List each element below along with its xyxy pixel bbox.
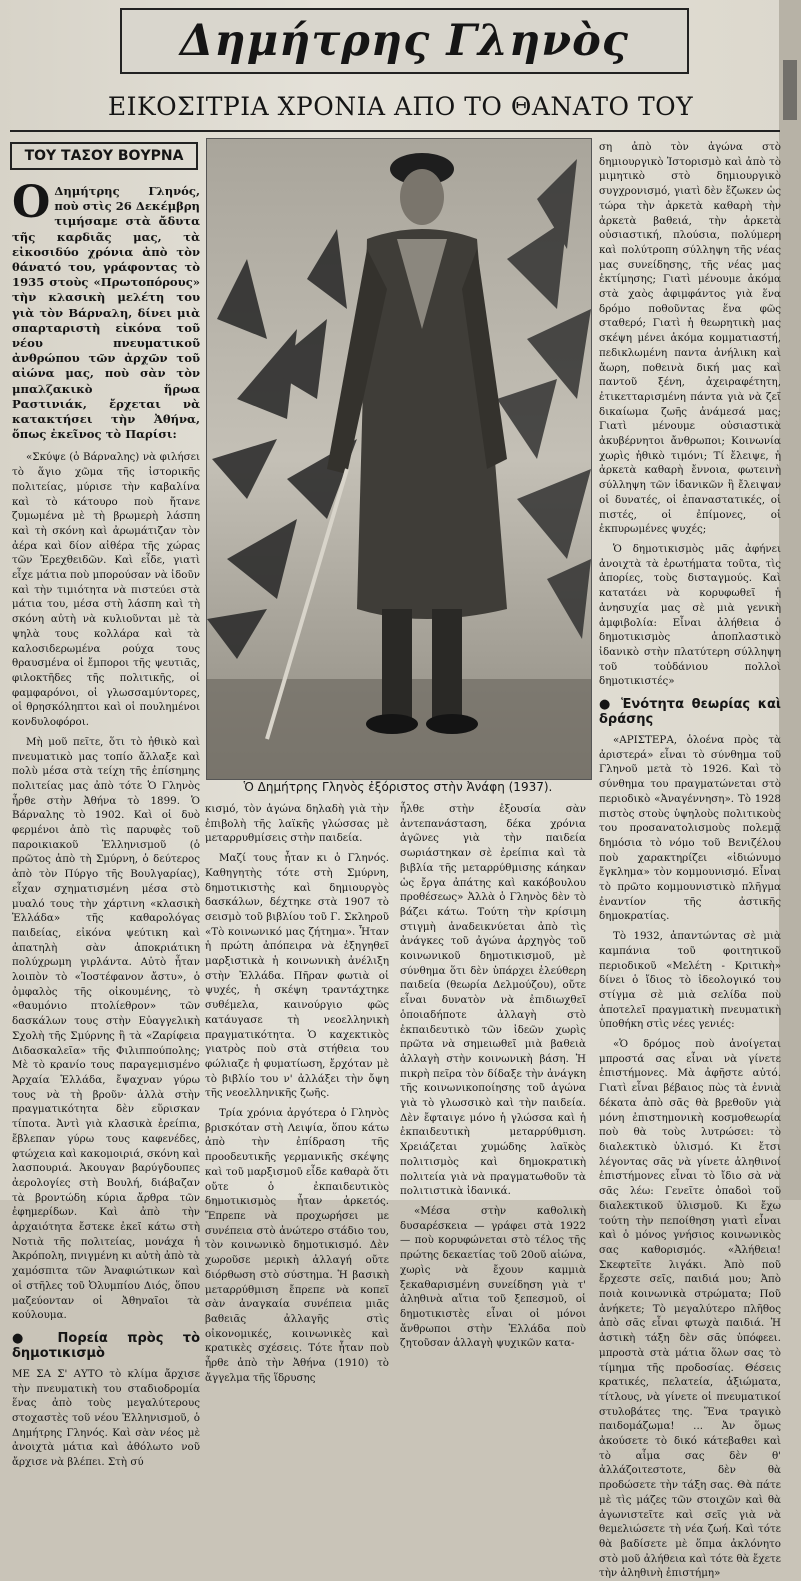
text-column-4 bbox=[599, 140, 781, 1580]
text-column-3 bbox=[400, 802, 586, 1350]
section-subheading: ● Πορεία πρὸς τὸ δημοτικισμὸ bbox=[12, 1330, 201, 1361]
body-paragraph: Ὁ δημοτικισμὸς μᾶς ἀφήνει ἀνοιχτὰ τὰ ἐρωτήματα τοῦτα, τὶς ἀπορίες, τοὺς δισταγμούς. Καὶ κατατάει νὰ κορυφωθεῖ ἡ ἀνησυχία μας σὲ μιὰ γενικὴ ἀμφιβολία: Εἶναι ἀλήθεια ὁ δημοτικισμὸς ἀποπλαστικὸ ἰδανικὸ στὴν πλατύτερη σύλληψη τοῦ τοὐδάνιου πολλοὶ δημοτικιστές» bbox=[599, 542, 781, 688]
quote-paragraph: «Ὁ δρόμος ποὺ ἀνοίγεται μπροστά σας εἶναι νὰ γίνετε ἐπιστήμονες. Μὰ ἀφῆστε αὐτό. Γιατὶ εἶναι βέβαιος πὼς τὰ ἐννιὰ δέκατα ἀπὸ σᾶς θὰ βρεθοῦν γιὰ μόνη ἐπιστημονικὴ κοσμοθεωρία ποὺ θὰ τοὺς λυτρώσει: τὸ διαλεκτικὸ ὑλισμό. Κι ἔτσι λέγοντας σᾶς νὰ γίνετε ἀληθινοί ἐπιστήμονες εἶναι τὸ ἴδιο σὰ νὰ σᾶς λέω: Γενεῖτε ὀπαδοὶ τοῦ διαλεκτικοῦ ὑλισμοῦ. Κι ἔχω τούτη τὴν πεποίθηση γιατὶ εἶναι καὶ ὁ μόνος γνήσιος κοινωνικὸς σας καθορισμός. «Ἀλήθεια! Σκεφτεῖτε λιγάκι. Ἀπὸ ποῦ ἔρχεστε σεῖς, παιδιά μου; Ἀπὸ ποιὰ κοινωνικὰ στρώματα; Ποῦ ἀνήκετε; Τὸ μεγαλύτερο πλῆθος ἀπὸ σᾶς εἶναι φτωχὰ παιδιά. Ἡ ἀστικὴ τάξη δὲν σᾶς ὑπόφεει. μπροστὰ στὰ μάτια ὅλων σας τὸ τίμημα τῆς προδοσίας. Θέσεις κρατικές, πελατεία, ἀξιώματα, τίτλους, νὰ γίνετε οἱ πνευματικοί στυλοβάτες της. Ἕνα τραγικὸ παιδομάζωμα! ... Ἀν ὅμως ἀκούσετε τὸ δικό κάτεβαθει καὶ τὸ αἷμα σας δὲν θ' ἀλλάζοιτεστοτε, δὲν θὰ προδώσετε τὴν τάξη σας. Θὰ πάτε μὲ τὶς μάζες τῶν στοιχῶν καὶ θὰ ἀγωνιστεῖτε καὶ σεῖς γιὰ νὰ θεμελιώσετε τὴ νέα ζωή. Καὶ τότε θὰ βαδίσετε μὲ ὅπμα ἀκλόνητο στὸ μοῦ ἀλήθεια καὶ τότε θὰ ἔχετε τὴν ἀληθινὴ ἐπιστήμη» bbox=[599, 1038, 781, 1580]
article-title: Δημήτρης Γληνὸς bbox=[180, 16, 629, 66]
photo-caption: Ὁ Δημήτρης Γληνὸς ἐξόριστος στὴν Ἀνάφη (1937). bbox=[243, 780, 553, 794]
lead-paragraph bbox=[12, 177, 200, 442]
body-paragraph: «ΑΡΙΣΤΕΡΑ, ὁλοένα πρὸς τὰ ἀριστερά» εἶναι τὸ σύνθημα τοῦ Γληνοῦ μετὰ τὸ 1926. Καὶ τὸ σύνθημα του πραγματώνεται στὸ περιοδικὸ «Ἀναγέννηση». Τὸ 1928 πιστὸς στοὺς ὑψηλοὺς πολιτικοὺς του προσανατολισμοὺς πολεμᾷ δημόσια τὸ νόμο τοῦ Βενιζέλου ποὺ χαρακτηρίζει «ἰδιώνυμο ἔγκλημα» τὸν κομμουνισμό. Εἶναι τὸ πρῶτο κομμουνιστικὸ πλῆγμα ἐναντίον τῆς ἀστικῆς δημοκρατίας. bbox=[599, 734, 781, 923]
drop-cap: Ο bbox=[12, 177, 51, 228]
byline-box bbox=[10, 142, 198, 170]
subheading-text: Ἑνότητα θεωρίας καὶ δράσης bbox=[599, 697, 781, 728]
quote-paragraph: «Σκύψε (ὁ Βάρναλης) νὰ φιλήσει τὸ ἅγιο χῶμα τῆς ἱστορικῆς πολιτείας, μύρισε τὴν καβαλίνα καὶ τὸ κάτουρο ποὺ ἤτανε ζυμωμένα μὲ τὴ βρωμερὴ λάσπη καὶ τὴ σκόνη καὶ ἀρωμάτιζαν τὸν ἀέρα καὶ δίον αἰθέρα τῆς χώρας τῶν Ἐρεχθειδῶν. Καὶ εἶδε, γιατὶ εἶχε μάτια ποὺ μπορούσαν νὰ ἰδοῦν καὶ τὴν τιμιότητα νὰ πιστεύει στὰ μάτια του, μέσα στὴ λάσπη καὶ τὴ σκόνη αὐτὴ νὰ κυλιοῦνται μὲ τὰ ψηλὰ τους κολλάρα καὶ τὰ καλοσιδερωμένα ρούχα τους θραυσμένα οἱ ἔμποροι τῆς ψευτιᾶς, φιλοκτῆδες τῆς πολιτικῆς, οἱ φαμφαρόνοι, οἱ γλωσσαμύντορες, οἱ θρησκόληπτοι καὶ οἱ πουλημένοι κονδυλοφόροι. bbox=[12, 451, 200, 729]
body-paragraph: ση ἀπὸ τὸν ἀγώνα στὸ δημιουργικὸ Ἱστορισμὸ καὶ ἀπὸ τὸ μιμητικὸ στὸ δημιουργικὸ συγχρονισμό, γιατὶ δὲν ἔζωκεν ὡς τώρα τὴν ἀρκετὰ καθαρὴ τὴν ἀρκετὰ βαθειά, τὴν ἀρκετὰ οὐσιαστική, πλούσια, πολύμερη καὶ πολύτροπη σύλληψη τῆς νέας μας συνείδησης, τῆς νέας μας ἐκτίμησης; Γιατὶ μένουμε ἀκόμα στὰ χαὸς ἀφιμφάντος γιὰ ἕνα δρόμο ποθοῦντας ἕνα φῶς σταθερό; Γιατὶ ἡ θεωρητικὴ μας σκέψη μένει ἀκόμα κομματιαστή, πεδικλωμένη παντα ἀνήλικη καὶ ἄωρη, ποθεινὰ δική μας καὶ παντοῦ ξένη, ἀχειραφέτητη, ἐτικετταρισμένη πάντα γιὰ νὰ ζεῖ δικαίωμα ζωῆς ἀνάμεσά μας; Γιατὶ μένουμε οὐσιαστικὰ ἀκυβέρνητοι ἄνθρωποι; Κοινωνία χωρὶς ἠθικὸ τιμόνι; Τί ἔλειψε, ἡ ἀρκετὰ καθαρὴ ἔννοια, φωτεινὴ σύλληψη τῶν ἰδανικῶν ἢ ἔλειψαν οἱ δυνατές, οἱ ἐπαναστατικές, οἱ πιστές, οἱ ἐπίμονες, οἱ ἐκπυρωμένες ψυχές; bbox=[599, 141, 781, 536]
body-paragraph: Μαζί τους ἦταν κι ὁ Γληνός. Καθηγητὴς τότε στὴ Σμύρνη, δημοτικιστὴς καὶ δημιουργὸς δασκάλων, δέχτηκε στὰ 1907 τὸ σεισμὸ τοῦ βιβλίου τοῦ Γ. Σκληροῦ «Τὸ κοινωνικό μας ζήτημα». Ἦταν ἡ πρώτη ἀπόπειρα νὰ ἐξηγηθεῖ μαρξιστικὰ ἡ κοινωνικὴ ἀνέλιξη στὴν Ἑλλάδα. Πῆραν φωτιὰ οἱ ψυχές, ἡ σκέψη τραντάχτηκε συθέμελα, καινούργιο φῶς κατάυγασε τὴ νεοελληνικὴ πραγματικότητα. Ὁ καχεκτικὸς γιατρὸς ποὺ στὰ στήθεια του φώλιαζε ἡ φυματίωση, ἔρχόταν μὲ τὸ βιβλίο του ν' ἀλλάξει τὴν ὄψη τῆς νεοελληνικῆς ζωῆς. bbox=[205, 852, 389, 1100]
body-paragraph: Μὴ μοῦ πεῖτε, ὅτι τὸ ἠθικὸ καὶ πνευματικὸ μας τοπίο ἄλλαξε καὶ πολὺ μέσα στὰ τείχη τῆς ἐπίσημης πολιτείας μας ἀπὸ τότε Ὁ Γληνὸς ἦρθε στὴν Ἀθήνα τὸ 1899. Ὁ Βάρναλης τὸ 1902. Καὶ οἱ δυὸ φερμένοι ἀπὸ τὶς παρυφὲς τοῦ παροικιακοῦ Ἑλληνισμοῦ (ὁ πρῶτος ἀπὸ τὴ Σμύρνη, ὁ δεύτερος ἀπὸ τὸν Πύργο τῆς Βουλγαρίας), εἶχαν σχηματισμένη μέσα στὸ μυαλό τους τὴν χάρτινη «κλασικὴ Ἑλλάδα» τῆς καθαρολόγας παιδείας, εἰκόνα ψεύτικη καὶ ἀπατηλὴ σὰν ἀποκριάτικη πολύχρωμη γιρλάντα. Αὐτὸ ἦταν λοιπὸν τὸ «Ἰοστέφανον ἄστυ», ὁ ὀμφαλὸς τῆς οἰκουμένης, τὸ «θαυμόνιο πτολίεθρον» τῶν δασκάλων τους στὴν Εὐαγγελικὴ Σχολὴ τῆς Σμύρνης ἢ τὰ «Ζαρίφεια Διδασκαλεῖα» τῆς Φιλιππούπολης; Μὲ τὸ κρανίο τους παραγεμισμένο Ἀρχαία Ἑλλάδα, ἔψαχναν γύρω τους νὰ τὴ βροῦν· ἀλλὰ στὴν πραγματικότητα δὲν εὕρισκαν τίποτα. Ἀντὶ γιὰ κλασικὰ ἐρείπια, ἔβλεπαν γύρω τους καφενέδες, φτώχεια καὶ κακομοιριά, σκόνη καὶ λασπουριά. Ἀκουγαν βαρύγδουπες ἀερολογίες στὴ Βουλή, διάβαζαν τὰ βροντώδη κύρια ἄρθρα τῶν ἐφημερίδων. Καὶ ἀπὸ τὴν ἀρχαιότητα ἔστεκε ἐκεῖ κάτω στὴ Νοτιὰ τῆς πολιτείας, μονάχα ἡ Ἀκρόπολη, πνιγμένη κι αὐτὴ ἀπὸ τὰ χαμόσπιτα τῶν Ἀναφιώτικων καὶ οἱ στῆλες τοῦ Ὀλυμπίου Διός, ὅπου μαζεύονταν οἱ Ἀθηναῖοι τὰ κούλουμα. bbox=[12, 735, 200, 1322]
quote-paragraph: «Μέσα στὴν καθολικὴ δυσαρέσκεια — γράφει στὰ 1922 — ποὺ κορυφώνεται στὸ τέλος τῆς πρώτης δεκαετίας τοῦ 20οῦ αἰώνα, χωρὶς νὰ ἔχουν καμμιὰ ξεκαθαρισμένη συνείδηση γιὰ τ' ἀληθινὰ αἴτια τοῦ ξεπεσμοῦ, οἱ δημοτικιστὲς εἶναι οἱ μόνοι ἄνθρωποι στὴν Ἑλλάδα ποὺ ζητοῦσαν ἀλλαγὴ ψυχικῶν κατα- bbox=[400, 1204, 586, 1350]
masthead-box bbox=[120, 8, 689, 74]
subheading-text: Πορεία πρὸς τὸ δημοτικισμὸ bbox=[12, 1330, 201, 1361]
body-paragraph: Τρία χρόνια ἀργότερα ὁ Γληνὸς βρισκόταν στὴ Λειψία, ὅπου κάτω ἀπὸ τὴν ἐπίδραση τῆς προοδευτικῆς γερμανικῆς σκέψης καὶ τοῦ μαρξισμοῦ εἶδε καθαρὰ ὅτι οὔτε ὁ ἐκπαιδευτικὸς δημοτικισμὸς ἦταν ἀρκετός. Ἔπρεπε νὰ προχωρήσει με συνέπεια στὸ ἀνώτερο στάδιο του, τὸν κοινωνικὸ δημοτικισμό. Δὲν χωροῦσε μερικὴ ἀλλαγή οὔτε διόρθωση στὸ σύστημα. Ἡ βασικὴ μεταρρύθμιση ἔπρεπε νὰ κοπεῖ σὰν ἀναγκαία συνέπεια μιᾶς βαθειᾶς ἀλλαγῆς στὶς οἰκονομικές, κοινωνικὲς καὶ κρατικὲς σχέσεις. Τότε ἦταν ποὺ ἦρθε ἀπὸ τὴν Ἀθήνα (1910) τὸ ἄγγελμα τῆς ἵδρυσης bbox=[205, 1107, 389, 1384]
body-paragraph: Τὸ 1932, ἀπαντώντας σὲ μιὰ καμπάνια τοῦ φοιτητικοῦ περιοδικοῦ «Μελέτη - Κριτικὴ» δίνει ὁ ἴδιος τὸ ἰδεολογικό του στίγμα σὲ μιὰ σελίδα ποὺ ἀποτελεῖ πραγματικὴ πνευματικὴ ὑποθήκη στὶς νέες γενιές: bbox=[599, 930, 781, 1031]
portrait-photo bbox=[206, 138, 592, 780]
lead-text: Δημήτρης Γληνός, ποὺ στὶς 26 Δεκέμβρη τιμήσαμε στὰ ἄδυτα τῆς καρδιᾶς μας, τὰ εἰκοσιδύο χρόνια ἀπὸ τὸν θάνατό του, γράφοντας τὸ 1935 στοὺς «Πρωτοπόρους» τὴν κλασικὴ μελέτη του γιὰ τὸν Βάρναλη, δίνει μιὰ σπαρταριστὴ εἰκόνα τοῦ νέου πνευματικοῦ ἀνθρώπου τῶν ἀρχῶν τοῦ αἰώνα μας, ποὺ σὰν τὸν μπαλζακικὸ ἥρωα Ραστινιάκ, ἔρχεται νὰ κατακτήσει τὴν Ἀθήνα, ὅπως ἐκεῖνος τὸ Παρίσι: bbox=[12, 184, 200, 442]
article-subtitle: ΕΙΚΟΣΙΤΡΙΑ ΧΡΟΝΙΑ ΑΠΟ ΤΟ ΘΑΝΑΤΟ ΤΟΥ bbox=[107, 92, 694, 121]
body-paragraph: ἦλθε στὴν ἐξουσία σὰν ἀντεπανάσταση, δέκα χρόνια ἀγῶνες γιὰ τὴν παιδεία σωριάστηκαν σὲ ἐρείπια καὶ τὰ βιβλία τῆς μεταρρύθμισης κάηκαν ὡς ἔργα ἀπάτης καὶ κακόβουλου προθέσεως» Ἀλλὰ ὁ Γληνὸς δὲν τὸ βάζει κάτω. Τούτη τὴν κρίσιμη στιγμὴ ἀναδεικνύεται ἀπὸ τὶς ἀνάγκες τοῦ ἀγώνα ἀρχηγὸς τοῦ κοινωνικοῦ δημοτικισμοῦ, μὲ σύνθημα ὅτι δὲν ὑπάρχει ἐλεύθερη παιδεία (θεωρία Δελμούζου), οὔτε εἶναι δυνατὸν νὰ ἐπιδιωχθεῖ ὁποιαδήποτε ἀλλαγὴ στὸ ἐκπαιδευτικὸ τῶν ἰδεῶν χωρὶς πρῶτα νὰ σημειωθεῖ μιὰ βαθειὰ ἀλλαγὴ στὴν κοινωνικὴ βάση. Ἡ πικρὴ πεῖρα τὸν δίδαξε τὴν ἀνάγκη τῆς κοινωνικοποίησης τοῦ ἀγώνα γιὰ τὸ γλωσσικὸ καὶ τὴν παιδεία. Δὲν ἔφταιγε μόνο ἡ γλώσσα καὶ ἡ ἐκπαιδευτικὴ μεταρρύθμιση. Χρειάζεται χυμώδης λαϊκὸς πολιτισμὸς καὶ δημοκρατικὴ πολιτεία γιὰ νὰ πραγματωθοῦν τὰ πολιτιστικὰ ἰδανικά. bbox=[400, 803, 586, 1198]
byline-text: ΤΟΥ ΤΑΣΟΥ ΒΟΥΡΝΑ bbox=[24, 148, 184, 164]
photo-illustration bbox=[207, 139, 591, 779]
header-rule bbox=[10, 130, 780, 132]
section-subheading: ● Ἑνότητα θεωρίας καὶ δράσης bbox=[599, 697, 781, 728]
body-paragraph: κισμό, τὸν ἀγώνα δηλαδὴ γιὰ τὴν ἐπιβολὴ τῆς λαϊκῆς γλώσσας μὲ μεταρρυθμίσεις στὴν παιδεία. bbox=[205, 803, 389, 845]
text-column-2 bbox=[205, 802, 389, 1384]
adjacent-page-edge bbox=[779, 0, 801, 1200]
body-paragraph: ΜΕ ΣΑ Σ' ΑΥΤΟ τὸ κλίμα ἄρχισε τὴν πνευματικὴ του σταδιοδρομία ἕνας ἀπὸ τοὺς μεγαλύτερους στοχαστὲς τοῦ νέου Ἑλληνισμοῦ, ὁ Δημήτρης Γληνός. Καὶ σὰν νέος μὲ ἀνοιχτὰ μάτια καὶ ἀθόλωτο νοῦ ἄρχισε νὰ βλέπει. Στὴ σύ bbox=[12, 1367, 200, 1469]
text-column-1 bbox=[12, 177, 201, 1469]
